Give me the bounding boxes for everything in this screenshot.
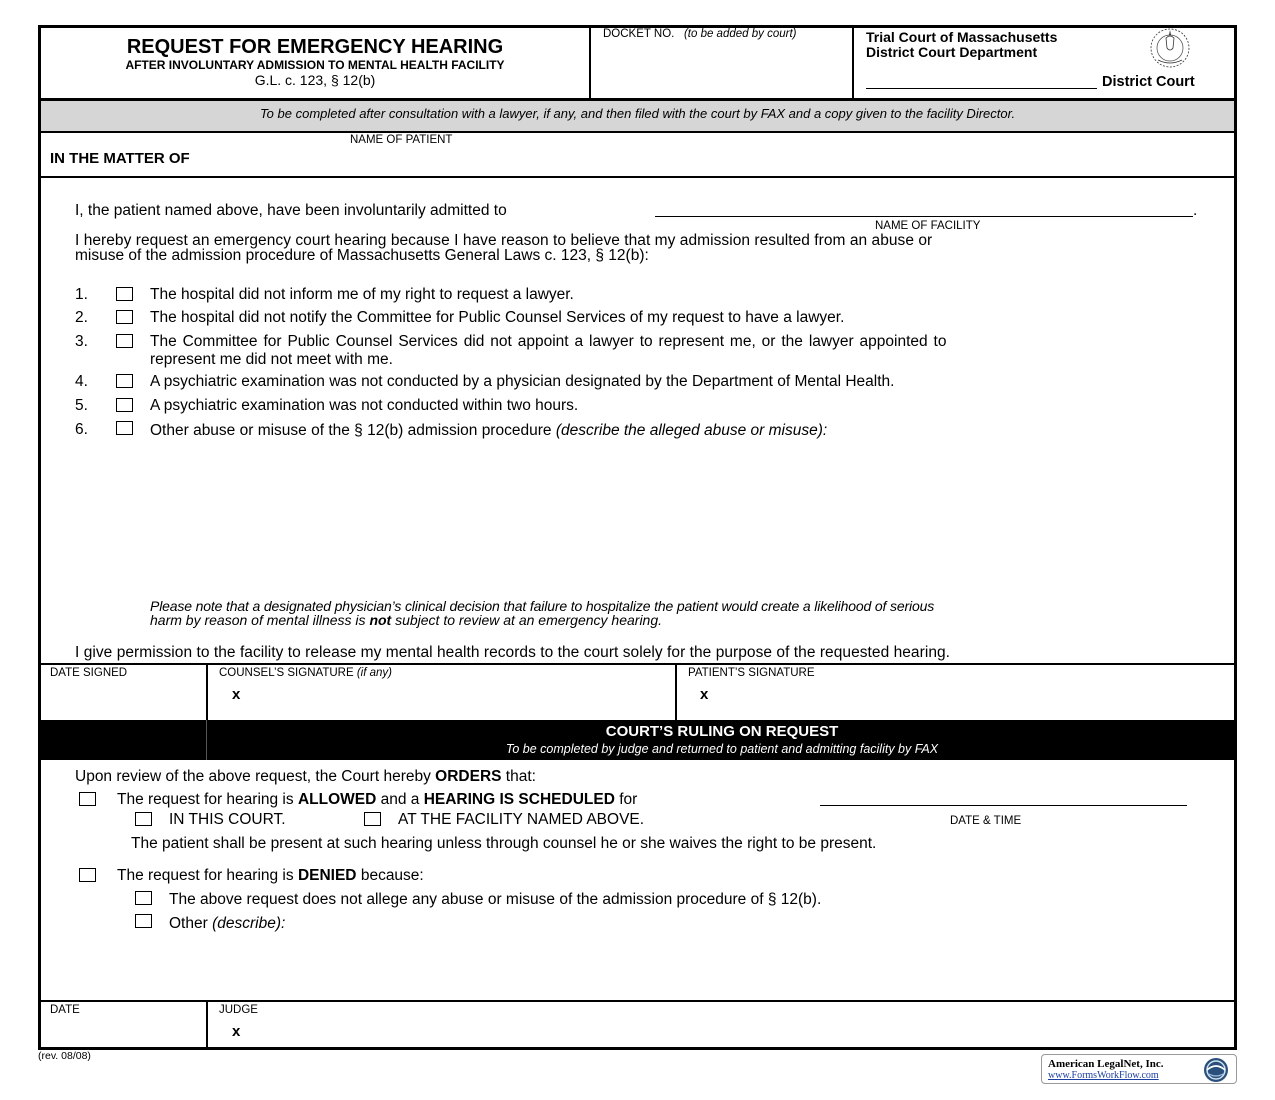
facility-blank-line — [655, 216, 1193, 217]
ruling-title: COURT’S RULING ON REQUEST — [605, 723, 839, 740]
item-6-label: Other abuse or misuse of the § 12(b) admission procedure — [150, 422, 552, 439]
ruling-subtitle: To be completed by judge and returned to patient and admitting facility by FAX — [505, 742, 939, 756]
reason-other-checkbox[interactable] — [135, 914, 152, 928]
item-5-text: A psychiatric examination was not conducted within two hours. — [150, 397, 579, 414]
form-subtitle: AFTER INVOLUNTARY ADMISSION TO MENTAL HEALTH FACILITY — [125, 58, 505, 72]
item-6-checkbox[interactable] — [116, 421, 133, 435]
judge-top-rule — [38, 1000, 1237, 1002]
item-1-text: The hospital did not inform me of my right to request a lawyer. — [150, 286, 574, 303]
counsel-label-note: (if any) — [356, 667, 392, 679]
item-4-text: A psychiatric examination was not conducted by a physician designated by the Department of Mental Health. — [150, 373, 895, 390]
signatures-divider-1 — [206, 663, 208, 720]
item-number: 5. — [75, 397, 88, 414]
vendor-badge[interactable] — [1041, 1054, 1237, 1084]
name-of-patient-label: NAME OF PATIENT — [350, 134, 453, 146]
date-signed-field[interactable] — [46, 684, 201, 714]
judge-signature-field[interactable] — [248, 1020, 1223, 1046]
in-the-matter-of-label: IN THE MATTER OF — [50, 150, 190, 167]
ruling-intro-pre: Upon review of the above request, the Court hereby — [75, 768, 436, 785]
note-line-2 — [150, 612, 662, 628]
denied-text — [117, 867, 424, 885]
note-line-2-pre: harm by reason of mental illness is — [150, 612, 370, 628]
item-number: 6. — [75, 421, 88, 438]
at-facility-checkbox[interactable] — [364, 812, 381, 826]
patient-name-field[interactable] — [255, 148, 1225, 172]
vendor-name: American LegalNet, Inc. — [1048, 1058, 1164, 1070]
permission-text: I give permission to the facility to release my mental health records to the court solely for the purpose of the requested hearing. — [75, 644, 951, 661]
judge-x-mark: x — [232, 1023, 241, 1040]
judge-divider — [206, 1000, 208, 1050]
district-court-blank — [866, 88, 1097, 89]
reason-other-description-field[interactable] — [169, 936, 1219, 996]
ruling-intro — [75, 768, 536, 786]
header-divider-left — [589, 25, 591, 100]
denied-pre: The request for hearing is — [117, 867, 298, 884]
ruling-date-field[interactable] — [46, 1020, 201, 1046]
allowed-text — [117, 791, 637, 809]
item-6-note: (describe the alleged abuse or misuse): — [555, 422, 828, 439]
docket-label-text: DOCKET NO. — [603, 28, 675, 40]
item-4-checkbox[interactable] — [116, 374, 133, 388]
at-facility-text: AT THE FACILITY NAMED ABOVE. — [398, 811, 645, 828]
item-2-text: The hospital did not notify the Committee for Public Counsel Services of my request to have a lawyer. — [150, 309, 845, 326]
massachusetts-seal-icon — [1144, 26, 1196, 70]
item-2-checkbox[interactable] — [116, 310, 133, 324]
counsel-signature-field[interactable] — [248, 684, 668, 714]
hearing-scheduled-bold: HEARING IS SCHEDULED — [423, 791, 615, 808]
globe-icon — [1202, 1056, 1230, 1084]
district-court-field[interactable] — [866, 70, 1097, 88]
court-name-line1: Trial Court of Massachusetts — [866, 29, 1058, 45]
judge-label: JUDGE — [219, 1004, 258, 1016]
docket-number-field[interactable] — [596, 46, 846, 94]
form-citation: G.L. c. 123, § 12(b) — [254, 72, 376, 88]
reason-other-label: Other — [169, 915, 208, 932]
signatures-top-rule — [38, 663, 1237, 665]
facility-name-field[interactable] — [655, 199, 1193, 216]
item-3-checkbox[interactable] — [116, 334, 133, 348]
item-3-text: The Committee for Public Counsel Services did not appoint a lawyer to represent me, or the lawyer appointed to — [150, 333, 947, 350]
counsel-label-text: COUNSEL’S SIGNATURE — [219, 667, 354, 679]
court-name-line2: District Court Department — [866, 44, 1038, 60]
item-number: 1. — [75, 286, 88, 303]
item-1-checkbox[interactable] — [116, 287, 133, 301]
docket-note: (to be added by court) — [683, 28, 797, 40]
patient-signature-label: PATIENT’S SIGNATURE — [688, 667, 815, 679]
allowed-bold: ALLOWED — [297, 791, 377, 808]
reason-other-note: (describe): — [212, 915, 286, 932]
in-this-court-checkbox[interactable] — [135, 812, 152, 826]
allowed-checkbox[interactable] — [79, 792, 96, 806]
item-5-checkbox[interactable] — [116, 398, 133, 412]
instruction-text: To be completed after consultation with a lawyer, if any, and then filed with the court by FAX and a copy given to the facility Director. — [259, 106, 1016, 121]
admitted-period: . — [1193, 202, 1198, 219]
present-text: The patient shall be present at such hearing unless through counsel he or she waives the right to be present. — [131, 835, 877, 852]
instruction-bottom-rule — [38, 131, 1237, 133]
denied-bold: DENIED — [297, 867, 357, 884]
facility-label: NAME OF FACILITY — [875, 220, 981, 232]
item-3-text-continued: represent me did not meet with me. — [150, 351, 393, 368]
vendor-url[interactable]: www.FormsWorkFlow.com — [1048, 1070, 1159, 1081]
note-line-2-post: subject to review at an emergency hearing. — [391, 612, 663, 628]
allowed-mid: and a — [376, 791, 424, 808]
ruling-intro-orders: ORDERS — [435, 768, 502, 785]
other-abuse-description-field[interactable] — [150, 444, 1220, 594]
district-court-suffix: District Court — [1102, 74, 1195, 90]
hearing-date-time-field[interactable] — [820, 788, 1187, 805]
patient-x-mark: x — [700, 686, 709, 703]
ruling-intro-post: that: — [501, 768, 536, 785]
denied-post: because: — [356, 867, 424, 884]
counsel-signature-label — [219, 667, 392, 679]
reason-1-text: The above request does not allege any abuse or misuse of the admission procedure of § 12(b). — [169, 891, 822, 908]
date-signed-label: DATE SIGNED — [50, 667, 128, 679]
ruling-date-label: DATE — [50, 1004, 80, 1016]
request-line-1: I hereby request an emergency court hearing because I have reason to believe that my admission resulted from an abuse or — [75, 232, 933, 249]
item-number: 4. — [75, 373, 88, 390]
request-line-2: misuse of the admission procedure of Massachusetts General Laws c. 123, § 12(b): — [75, 247, 649, 264]
date-time-blank-line — [820, 805, 1187, 806]
in-this-court-text: IN THIS COURT. — [169, 811, 286, 828]
note-line-1: Please note that a designated physician’s clinical decision that failure to hospitalize the patient would create a likelihood of serious — [150, 598, 935, 614]
reason-1-checkbox[interactable] — [135, 891, 152, 905]
counsel-x-mark: x — [232, 686, 241, 703]
form-title: REQUEST FOR EMERGENCY HEARING — [126, 36, 504, 58]
revision-label: (rev. 08/08) — [38, 1050, 91, 1062]
signatures-divider-2 — [675, 663, 677, 720]
item-number: 2. — [75, 309, 88, 326]
allowed-pre: The request for hearing is — [117, 791, 298, 808]
admitted-text: I, the patient named above, have been involuntarily admitted to — [75, 202, 507, 219]
matter-bottom-rule — [38, 176, 1237, 178]
item-6-text — [150, 422, 827, 440]
patient-signature-field[interactable] — [716, 684, 1226, 714]
header-divider-right — [852, 25, 854, 100]
allowed-post: for — [614, 791, 638, 808]
denied-checkbox[interactable] — [79, 868, 96, 882]
reason-other-text — [169, 915, 285, 933]
date-time-label: DATE & TIME — [950, 815, 1022, 827]
docket-label — [603, 28, 796, 40]
note-line-2-bold: not — [369, 612, 392, 628]
item-number: 3. — [75, 333, 88, 350]
